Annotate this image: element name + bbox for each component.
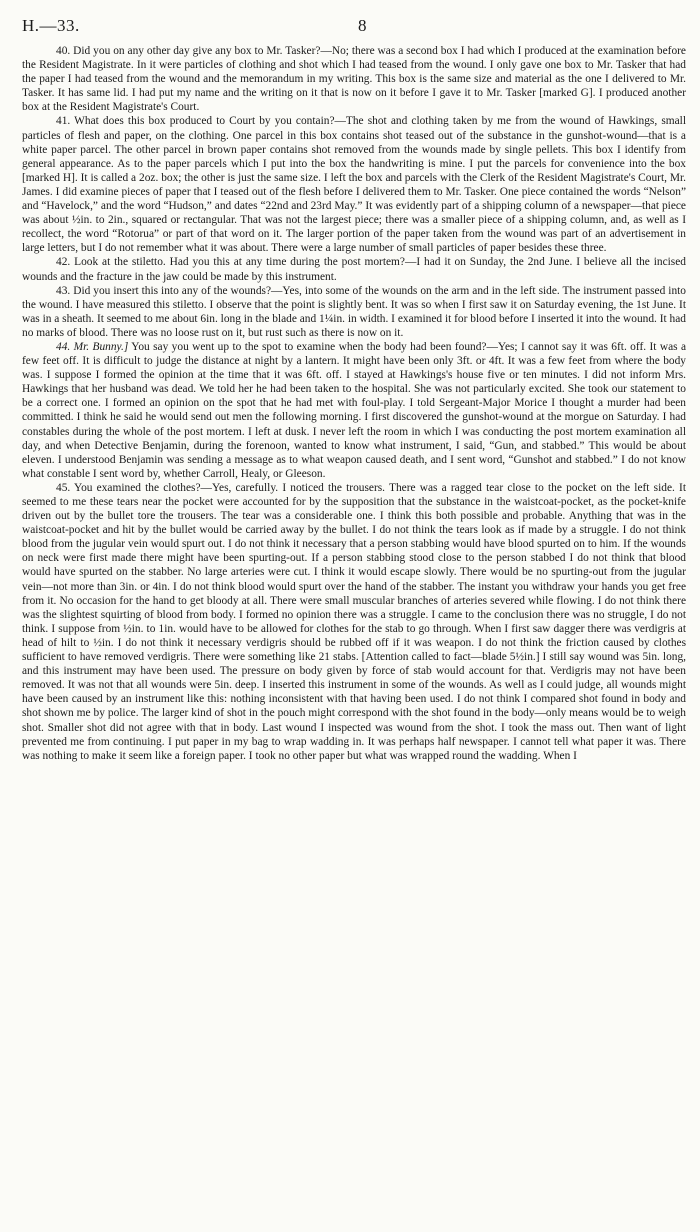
paragraph-text: 41. What does this box produced to Court by you contain?—The shot and clothing taken by me from the wound of Hawkings, small particles of flesh and paper, on the clothing. One parcel in this box contains shot teased out of the substance in the gunshot-wound—that is a white paper parcel. The other parcel in brown paper contains shot removed from the wounds made by single pellets. This box I identify from general appearance. As to the paper parcels which I put into the box the handwriting is mine. I put the parcels for convenience into the box [marked H]. It is called a 2oz. box; the other is just the same size. I left the box and parcels with the Clerk of the Resident Magistrate's Court, Mr. James. I did examine pieces of paper that I teased out of the flesh before I delivered them to Mr. Tasker. One piece contained the words “Nelson” and “Havelock,” and the word “Hudson,” and dates “22nd and 23rd May.” It was evidently part of a shipping column of a newspaper—that piece was about ½in. to 2in., squared or rectangular. That was not the largest piece; there was a smaller piece of a shipping column, and, as well as I recollect, the word “Rotorua” or part of that word on it. The larger portion of the paper taken from the wound was part of an advertisement in large letters, but I do not remember what it was about. There were a large number of small particles of paper besides these three.	[22, 115, 686, 255]
paragraph-44	[22, 340, 686, 481]
paragraph-text: 45. You examined the clothes?—Yes, carefully. I noticed the trousers. There was a ragged tear close to the pocket on the left side. It seemed to me these tears near the pocket were accounted for by the supposition that the substance in the waistcoat-pocket, as the pocket-knife driven out by the bullet tore the trousers. The tear was a considerable one. I think this both possible and probable. Anything that was in the waistcoat-pocket and hit by the bullet would be carried away by the bullet. I do not think the tears look as if made by a struggle. I do not think blood from the jugular vein would spurt out. I do not think it necessary that a person stabbing would have blood spurted on to him. If the wounds on neck were first made there might have been spurting-out. If a person stabbing stood close to the person stabbed I do not think that blood would have spurted on the stabber. No large arteries were cut. I think it would escape slowly. There would be no spurting-out from the jugular vein—not more than 3in. or 4in. I do not think blood would spurt over the hand of the stabber. The instant you withdraw your hands you get free from it. No occasion for the hand to get bloody at all. There were small muscular branches of arteries severed while flowing. I do not think there was the slightest squirting of blood from body. I formed no opinion there was a struggle. I came to the conclusion there was no struggle, I do not think. I suppose from ½in. to 1in. would have to be allowed for clothes for the stab to go through. When I first saw dagger there was verdigris at head of hilt to ½in. I do not think it necessary verdigris should be rubbed off if it was weapon. I do not think the friction caused by clothes sufficient to have removed verdigris. There were something like 21 stabs. [Attention called to fact—blade 5½in.] I still say wound was 5in. long, and this instrument may have been used. The pressure on body given by force of stab would account for that. Verdigris may not have been removed. It was not that all wounds were 5in. deep. I inserted this instrument in some of the wounds. As well as I could judge, all wounds might have been caused by an instrument like this: nothing inconsistent with that having been used. I do not think I compared shot found in body and shot shown me by police. The larger kind of shot in the pouch might correspond with the shot found in the body—only means would be to weigh shot. Smaller shot did not agree with that in body. Last wound I inspected was wound from the shot. I took the mass out. Then want of light prevented me from continuing. I put paper in my bag to wrap wadding in. It was perhaps half newspaper. I cannot tell what paper it was. There was nothing to make it seem like a foreign paper. I took no other paper but what was wrapped round the wadding. When I	[22, 481, 686, 762]
paragraph-40	[22, 44, 686, 114]
paragraph-45	[22, 481, 686, 763]
paragraph-43	[22, 284, 686, 340]
document-body	[22, 44, 686, 763]
paragraph-text: 43. Did you insert this into any of the wounds?—Yes, into some of the wounds on the arm and in the left side. The instrument passed into the wound. I have measured this stiletto. I observe that the point is slightly bent. It was so when I first saw it on Saturday evening, the 1st June. It was in a sheath. It seemed to me about 6in. long in the blade and 1¼in. in width. I examined it for blood before I inserted it into the wound. It had no marks of blood. There was no loose rust on it, but rust such as there is now on it.	[22, 284, 686, 339]
paragraph-text: You say you went up to the spot to examine when the body had been found?—Yes; I cannot say it was 6ft. off. It was a few feet off. It is difficult to judge the distance at night by a lantern. It might have been only 3ft. or 4ft. It was a few feet from where the body was. I suppose I formed the opinion at the time that it was 6ft. off. I stayed at Hawkings's house five or ten minutes. I did not inform Mrs. Hawkings that her husband was dead. We told her he had been taken to the hospital. She was not particularly excited. She took our statement to be a correct one. I formed an opinion on the spot that he had met with foul-play. I told Sergeant-Major Morice I thought a murder had been committed. I think he said he would send out men the following morning. I first discovered the gunshot-wound at the morgue on Saturday. I had constables during the whole of the post mortem. I left at dusk. I never left the room in which I was conducting the post mortem examination all day, and when Detective Benjamin, during the forenoon, wanted to know what instrument, I said, “Gun, and stabbed.” This would be about eleven. I understood Benjamin was sending a message as to what weapon caused death, and I sent word, “Gunshot and stabbed.” I do not know what constable I sent word by, whether Carroll, Healy, or Gleeson.	[22, 340, 686, 480]
page-header	[22, 14, 686, 44]
document-code: H.—33.	[22, 16, 80, 35]
paragraph-42	[22, 255, 686, 283]
paragraph-text: 42. Look at the stiletto. Had you this at any time during the post mortem?—I had it on Sunday, the 2nd June. I believe all the incised wounds and the fracture in the jaw could be made by this instrument.	[22, 256, 686, 283]
question-lead: 44. Mr. Bunny.]	[56, 340, 129, 353]
paragraph-text: 40. Did you on any other day give any box to Mr. Tasker?—No; there was a second box I had which I produced at the examination before the Resident Magistrate. In it were particles of clothing and shot which I had teased from the wound. I only gave one box to Mr. Tasker that had the paper I had teased from the wound and the memorandum in my writing. This box is the same size and material as the one I delivered to Mr. Tasker. It has same lid. I had put my name and the writing on it that is now on it before I gave it to Mr. Tasker [marked G]. I produced another box at the Resident Magistrate's Court.	[22, 45, 686, 114]
page-number: 8	[358, 16, 367, 35]
paragraph-41	[22, 114, 686, 255]
